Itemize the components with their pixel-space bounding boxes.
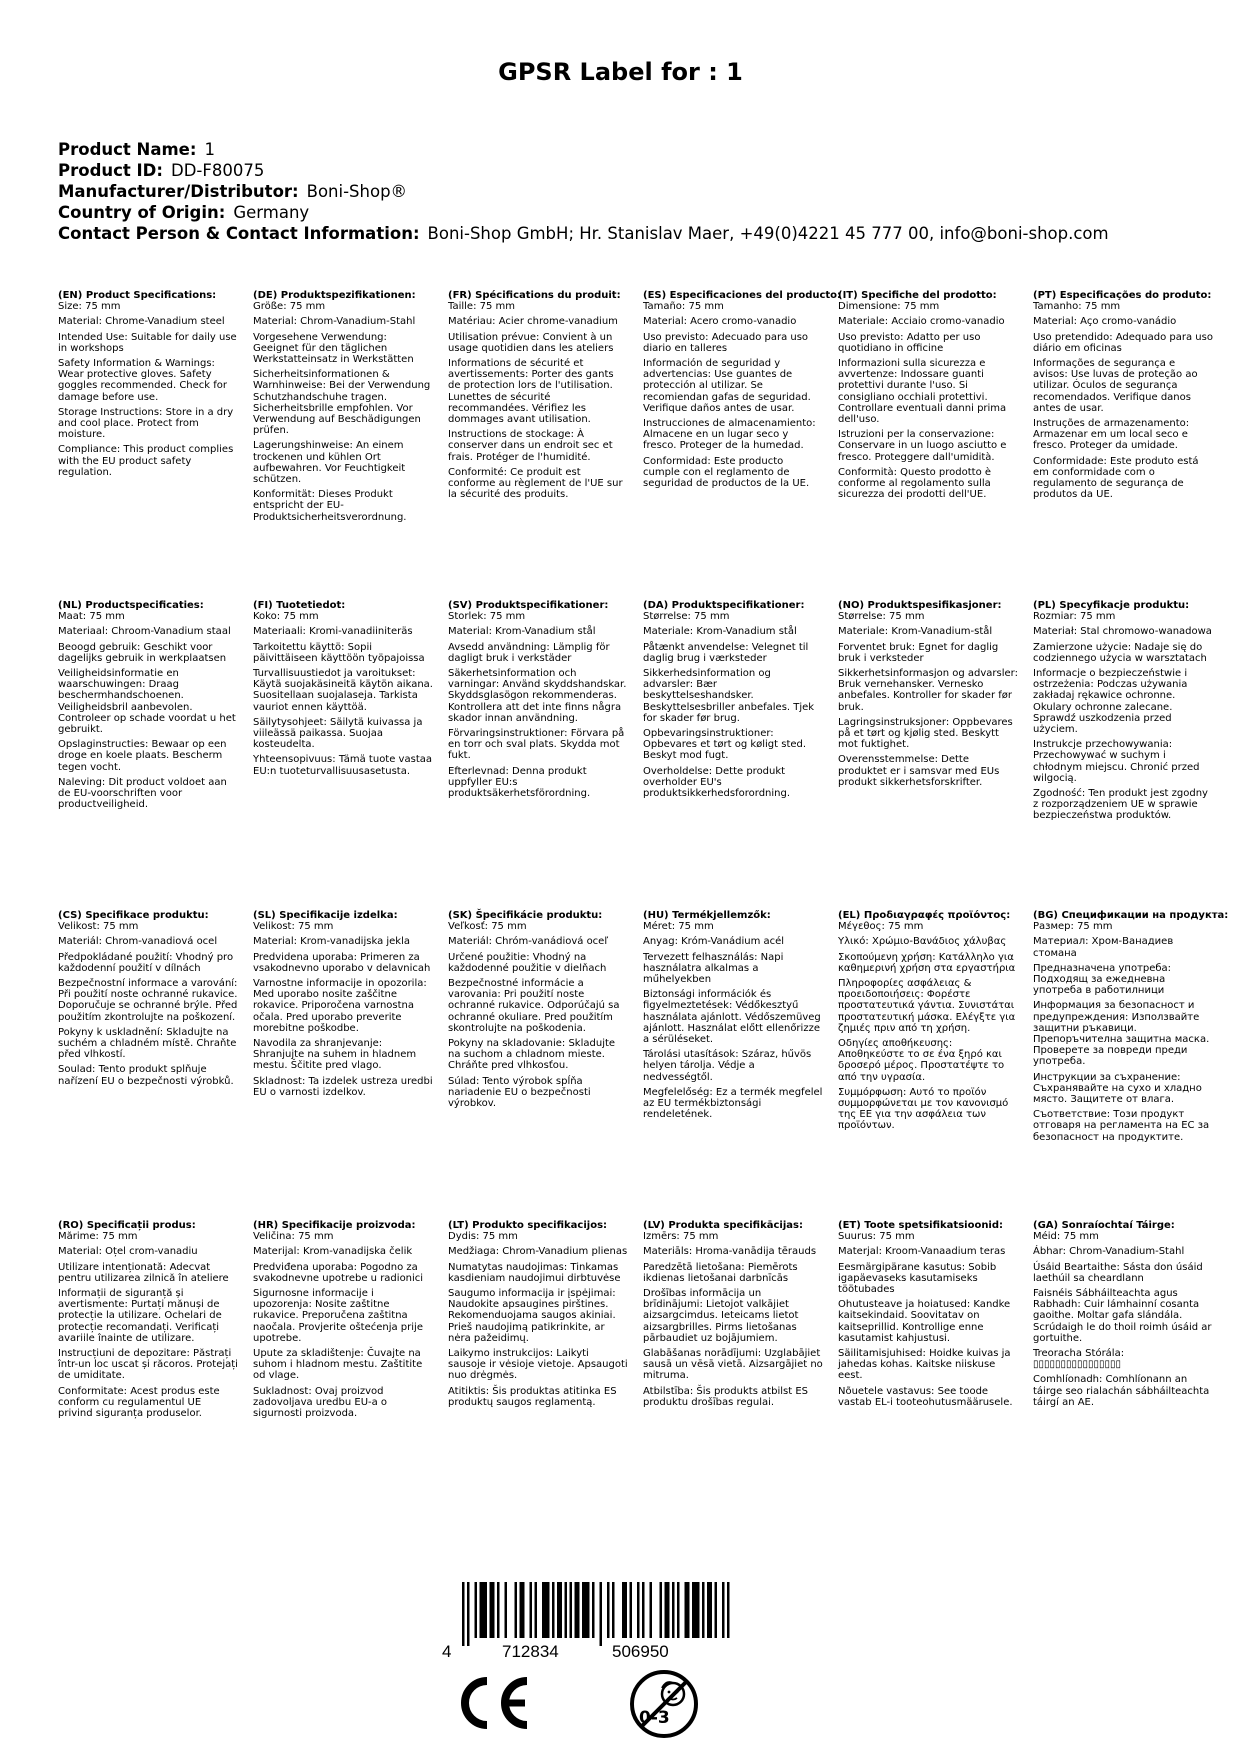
spec-field: Materiał: Stal chromowo-wanadowa xyxy=(1033,626,1212,638)
spec-field: Veiligheidsinformatie en waarschuwingen: Draag beschermhandschoenen. Veiligheidsbril aanbevolen. Controleer op schade voordat u het gebruikt. xyxy=(58,668,236,736)
barcode-bar xyxy=(505,1582,508,1638)
spec-field: Mărime: 75 mm xyxy=(58,1231,138,1243)
barcode xyxy=(440,1582,730,1662)
spec-field: Informations de sécurité et avertissements: Porter des gants de protection lors de l'utilisation. Lunettes de sécurité recommandées. Vérifiez les dommages avant utilisation. xyxy=(448,358,614,426)
product-name-value: 1 xyxy=(204,140,215,159)
spec-field: Materiale: Krom-Vanadium-stål xyxy=(838,626,993,638)
spec-heading: (BG) Спецификации на продукта: xyxy=(1033,910,1229,921)
barcode-bar xyxy=(520,1582,525,1638)
spec-field: Safety Information & Warnings: Wear protective gloves. Safety goggles recommended. Check for damage before use. xyxy=(58,358,228,403)
spec-field: Conformidad: Este producto cumple con el reglamento de seguridad de productos de la UE. xyxy=(643,455,810,490)
spec-field: Lagringsinstruksjoner: Oppbevares på et tørt og kjølig sted. Beskytt mot fuktighet. xyxy=(838,716,1013,751)
country-value: Germany xyxy=(233,203,310,222)
product-id-row xyxy=(58,160,1109,181)
spec-field: Conformità: Questo prodotto è conforme al regolamento sulla sicurezza dei prodotti dell'UE. xyxy=(838,466,992,501)
spec-field: Biztonsági információk és figyelmeztetések: Védőkesztyű használata ajánlott. Védőszemüveg ajánlott. Használat előtt ellenőrizze a sérüléseket. xyxy=(643,989,821,1046)
spec-field: Uso previsto: Adatto per uso quotidiano in officine xyxy=(838,331,981,354)
spec-field: Σκοπούμενη χρήση: Κατάλληλο για καθημερινή χρήση στα εργαστήρια xyxy=(838,951,1016,974)
spec-field: Glabāšanas norādījumi: Uzglabājiet sausā un vēsā vietā. Aizsargājiet no mitruma. xyxy=(643,1348,823,1382)
spec-field: Opbevaringsinstruktioner: Opbevares et tørt og køligt sted. Beskyt mod fugt. xyxy=(643,728,807,762)
spec-field: Størrelse: 75 mm xyxy=(643,611,730,623)
spec-heading: (FR) Spécifications du produit: xyxy=(448,290,621,301)
barcode-bar xyxy=(535,1582,538,1638)
spec-field: Säilitamisjuhised: Hoidke kuivas ja jahedas kohas. Kaitske niiskuse eest. xyxy=(838,1348,1011,1382)
spec-block-ro xyxy=(58,1220,238,1423)
spec-field: Predvidena uporaba: Primeren za vsakodnevno uporabo v delavnicah xyxy=(253,951,431,974)
barcode-bar xyxy=(575,1582,580,1638)
spec-field: Materjal: Kroom-Vanaadium teras xyxy=(838,1246,1006,1258)
spec-field: Påtænkt anvendelse: Velegnet til daglig brug i værksteder xyxy=(643,641,809,664)
spec-block-bg xyxy=(1033,910,1229,1147)
spec-field: Sikkerhetsinformasjon og advarsler: Bruk vernehansker. Vernesko anbefales. Kontroller for skader før bruk. xyxy=(838,668,1018,713)
spec-heading: (LV) Produkta specifikācijas: xyxy=(643,1220,803,1231)
spec-field: Uso previsto: Adecuado para uso diario en talleres xyxy=(643,331,809,354)
spec-field: Tamanho: 75 mm xyxy=(1033,301,1121,313)
barcode-bar xyxy=(672,1582,675,1638)
spec-field: Instrucțiuni de depozitare: Păstrați într-un loc uscat și răcoros. Protejați de umiditate. xyxy=(58,1348,238,1382)
spec-heading: (ES) Especificaciones del producto: xyxy=(643,290,842,301)
spec-block-de xyxy=(253,290,433,527)
spec-field: Konformität: Dieses Produkt entspricht der EU-Produktsicherheitsverordnung. xyxy=(253,489,407,523)
spec-heading: (FI) Tuotetiedot: xyxy=(253,600,346,611)
spec-heading: (PT) Especificações do produto: xyxy=(1033,290,1212,301)
barcode-bar xyxy=(612,1582,615,1638)
spec-field: Veličina: 75 mm xyxy=(253,1231,334,1243)
spec-heading: (DA) Produktspecifikationer: xyxy=(643,600,805,611)
barcode-bar xyxy=(480,1582,488,1638)
product-id-label: Product ID: xyxy=(58,161,163,180)
age-range-label: 0-3 xyxy=(639,1708,670,1728)
barcode-bar xyxy=(685,1582,690,1638)
spec-field: Πληροφορίες ασφάλειας & προειδοποιήσεις: Φορέστε προστατευτικά γάντια. Συνιστάται προστατευτική μάσκα. Ελέγξτε για ζημιές πριν από τη χρήση. xyxy=(838,978,1016,1034)
spec-field: Utilisation prévue: Convient à un usage quotidien dans les ateliers xyxy=(448,331,614,354)
spec-field: Avsedd användning: Lämplig för dagligt bruk i verkstäder xyxy=(448,641,610,664)
spec-field: Material: Aço cromo-vanádio xyxy=(1033,316,1177,328)
spec-field: Sikkerhedsinformation og advarsler: Bær beskyttelseshandsker. Beskyttelsesbriller anbefales. Tjek for skader før brug. xyxy=(643,668,815,724)
spec-field: Opslaginstructies: Bewaar op een droge en koele plaats. Bescherm tegen vocht. xyxy=(58,739,227,773)
barcode-bar xyxy=(530,1582,533,1638)
spec-field: Nõuetele vastavus: See toode vastab EL-i tooteohutusmäärusele. xyxy=(838,1385,1013,1408)
spec-heading: (LT) Produkto specifikacijos: xyxy=(448,1220,608,1231)
barcode-bar xyxy=(665,1582,670,1638)
spec-field: Určené použitie: Vhodný na každodenné použitie v dielňach xyxy=(448,951,607,974)
spec-field: Úsáid Beartaithe: Sásta don úsáid laethúil sa cheardlann xyxy=(1033,1261,1203,1284)
spec-heading: (CS) Specifikace produktu: xyxy=(58,910,209,921)
spec-field: Comhlíonadh: Comhlíonann an táirge seo rialachán sábháilteachta táirgí an AE. xyxy=(1033,1374,1210,1408)
spec-field: Zamierzone użycie: Nadaje się do codziennego użycia w warsztatach xyxy=(1033,641,1207,664)
spec-block-it xyxy=(838,290,1018,504)
barcode-bar xyxy=(650,1582,653,1638)
spec-field: Instructions de stockage: À conserver dans un endroit sec et frais. Protéger de l'humidité. xyxy=(448,429,613,463)
spec-field: Velikost: 75 mm xyxy=(58,921,139,933)
spec-block-sk xyxy=(448,910,628,1113)
spec-field: Navodila za shranjevanje: Shranjujte na suhem in hladnem mestu. Ščitite pred vlago. xyxy=(253,1038,417,1072)
barcode-digits-right: 506950 xyxy=(612,1642,669,1661)
spec-field: Numatytas naudojimas: Tinkamas kasdieniam naudojimui dirbtuvėse xyxy=(448,1261,621,1284)
barcode-bar xyxy=(475,1582,478,1638)
spec-field: Sigurnosne informacije i upozorenja: Nosite zaštitne rukavice. Preporučena zaštitna naočala. Provjerite oštećenja prije upotrebe. xyxy=(253,1288,423,1344)
spec-field: Taille: 75 mm xyxy=(448,301,516,313)
spec-field: Veľkosť: 75 mm xyxy=(448,921,527,933)
spec-field: Material: Chrom-Vanadium-Stahl xyxy=(253,316,416,328)
barcode-bars xyxy=(462,1582,730,1646)
spec-field: Rozmiar: 75 mm xyxy=(1033,611,1116,623)
spec-block-nl xyxy=(58,600,238,814)
product-id-value: DD-F80075 xyxy=(170,161,265,180)
manufacturer-value: Boni-Shop® xyxy=(306,182,408,201)
spec-field: Súlad: Tento výrobok spĺňa nariadenie EU o bezpečnosti výrobkov. xyxy=(448,1075,591,1110)
spec-field: Istruzioni per la conservazione: Conservare in un luogo asciutto e fresco. Proteggere dall'umidità. xyxy=(838,429,1007,463)
spec-heading: (NL) Productspecificaties: xyxy=(58,600,204,611)
spec-field: Maat: 75 mm xyxy=(58,611,125,623)
spec-field: Tamaño: 75 mm xyxy=(643,301,724,313)
barcode-bar xyxy=(570,1582,573,1638)
spec-field: Sukladnost: Ovaj proizvod zadovoljava uredbu EU-a o sigurnosti proizvoda. xyxy=(253,1385,388,1420)
spec-heading: (SL) Specifikacije izdelka: xyxy=(253,910,398,921)
spec-block-sl xyxy=(253,910,433,1102)
spec-field: Materiaal: Chroom-Vanadium staal xyxy=(58,626,231,638)
spec-block-cs xyxy=(58,910,238,1091)
spec-field: Koko: 75 mm xyxy=(253,611,319,623)
spec-field: Materiale: Krom-Vanadium stål xyxy=(643,626,797,638)
spec-field: Utilizare intenționată: Adecvat pentru utilizarea zilnică în ateliere xyxy=(58,1261,229,1284)
spec-block-es xyxy=(643,290,842,493)
spec-block-da xyxy=(643,600,823,803)
spec-block-sv xyxy=(448,600,628,803)
spec-field: Eesmärgipärane kasutus: Sobib igapäevaseks kasutamiseks töötubades xyxy=(838,1261,997,1296)
spec-field: Méret: 75 mm xyxy=(643,921,714,933)
contact-value: Boni-Shop GmbH; Hr. Stanislav Maer, +49(0)4221 45 777 00, info@boni-shop.com xyxy=(427,224,1109,243)
product-name-row xyxy=(58,139,1109,160)
barcode-bar xyxy=(467,1582,470,1646)
spec-field: Materiaali: Kromi-vanadiiniteräs xyxy=(253,626,413,638)
spec-field: Faisnéis Sábháilteachta agus Rabhadh: Cuir lámhainní cosanta gaoithe. Moltar gafa slándála. Scrúdaigh le do thoil roimh úsáid ar gortuithe. xyxy=(1033,1288,1212,1344)
barcode-bar xyxy=(637,1582,640,1638)
spec-heading: (DE) Produktspezifikationen: xyxy=(253,290,416,301)
spec-field: Medžiaga: Chrom-Vanadium plienas xyxy=(448,1246,628,1258)
spec-block-pl xyxy=(1033,600,1213,826)
spec-field: Suurus: 75 mm xyxy=(838,1231,915,1243)
spec-field: Инструкции за съхранение: Съхранявайте на сухо и хладно място. Защитете от влага. xyxy=(1033,1071,1202,1106)
spec-field: Uso pretendido: Adequado para uso diário em oficinas xyxy=(1033,331,1213,354)
spec-field: Anyag: Króm-Vanádium acél xyxy=(643,936,785,948)
spec-field: Material: Krom-vanadijska jekla xyxy=(253,936,410,948)
spec-field: Soulad: Tento produkt splňuje nařízení EU o bezpečnosti výrobků. xyxy=(58,1064,234,1087)
spec-field: Størrelse: 75 mm xyxy=(838,611,925,623)
spec-block-lt xyxy=(448,1220,628,1412)
spec-field: Turvallisuustiedot ja varoitukset: Käytä suojakäsineitä käytön aikana. Suositellaan suojalaseja. Tarkista vauriot ennen käyttöä. xyxy=(253,668,433,713)
spec-field: Υλικό: Χρώμιο-Βανάδιος χάλυβας xyxy=(838,936,1007,948)
spec-field: Storage Instructions: Store in a dry and cool place. Protect from moisture. xyxy=(58,406,234,441)
spec-field: Съответствие: Този продукт отговаря на регламента на ЕС за безопасност на продуктите. xyxy=(1033,1109,1210,1143)
spec-field: Naleving: Dit product voldoet aan de EU-voorschriften voor productveiligheid. xyxy=(58,776,227,811)
spec-field: Size: 75 mm xyxy=(58,301,121,313)
spec-field: Säilytysohjeet: Säilytä kuivassa ja viileässä paikassa. Suojaa kosteudelta. xyxy=(253,716,423,751)
barcode-bar xyxy=(630,1582,633,1638)
barcode-bar xyxy=(622,1582,627,1638)
spec-field: Matériau: Acier chrome-vanadium xyxy=(448,316,618,328)
barcode-bar xyxy=(552,1582,555,1638)
spec-field: Material: Oțel crom-vanadiu xyxy=(58,1246,198,1258)
spec-field: Instrucciones de almacenamiento: Almacene en un lugar seco y fresco. Proteger de la humedad. xyxy=(643,418,816,452)
barcode-bar xyxy=(715,1582,718,1638)
barcode-bar xyxy=(727,1582,730,1638)
spec-block-ga xyxy=(1033,1220,1213,1412)
barcode-bar xyxy=(722,1582,725,1638)
spec-field: Upute za skladištenje: Čuvajte na suhom i hladnom mestu. Zaštitite od vlage. xyxy=(253,1348,423,1382)
spec-block-lv xyxy=(643,1220,823,1412)
spec-field: Storlek: 75 mm xyxy=(448,611,526,623)
spec-field: Predviđena uporaba: Pogodno za svakodnevne upotrebe u radionici xyxy=(253,1261,424,1284)
spec-field: Instrukcje przechowywania: Przechowywać w suchym i chłodnym miejscu. Chronić przed wilgocią. xyxy=(1033,739,1200,784)
barcode-bar xyxy=(692,1582,700,1638)
spec-field: Intended Use: Suitable for daily use in workshops xyxy=(58,331,237,354)
spec-field: Tervezett felhasználás: Napi használatra alkalmas a műhelyekben xyxy=(643,951,784,986)
page-title: GPSR Label for : 1 xyxy=(498,58,743,86)
spec-field: Beoogd gebruik: Geschikt voor dagelijks gebruik in werkplaatsen xyxy=(58,641,227,664)
barcode-bar xyxy=(557,1582,562,1638)
spec-field: Pokyny k uskladnění: Skladujte na suchém a chladném místě. Chraňte před vlhkostí. xyxy=(58,1026,237,1061)
spec-field: Předpokládané použití: Vhodný pro každodenní použití v dílnách xyxy=(58,951,234,974)
spec-field: Informații de siguranță și avertismente: Purtați mănuși de protecție la utilizare. Ochelari de protecție recomandați. Verificați avariile înainte de utilizare. xyxy=(58,1288,222,1344)
spec-field: Информация за безопасност и предупреждения: Използвайте защитни ръкавици. Препоръчителна защитна маска. Проверете за повреди преди употреба. xyxy=(1033,1000,1210,1068)
spec-field: Informazioni sulla sicurezza e avvertenze: Indossare guanti protettivi durante l'uso. Si consigliano occhiali protettivi. Controllare eventuali danni prima dell'uso. xyxy=(838,358,1007,426)
spec-field: Materiale: Acciaio cromo-vanadio xyxy=(838,316,1005,328)
spec-field: Μέγεθος: 75 mm xyxy=(838,921,924,933)
spec-heading: (GA) Sonraíochtaí Táirge: xyxy=(1033,1220,1175,1231)
contact-row xyxy=(58,223,1109,244)
barcode-digits-left: 712834 xyxy=(502,1642,559,1661)
spec-field: Overensstemmelse: Dette produktet er i samsvar med EUs produkt sikkerhetsforskrifter. xyxy=(838,754,1000,788)
spec-block-fi xyxy=(253,600,433,781)
product-name-label: Product Name: xyxy=(58,140,197,159)
spec-field: Größe: 75 mm xyxy=(253,301,326,313)
spec-heading: (HR) Specifikacije proizvoda: xyxy=(253,1220,416,1231)
spec-field: Ohutusteave ja hoiatused: Kandke kaitsekindaid. Soovitatav on kaitseprillid. Kontrollige enne kasutamist kahjustusi. xyxy=(838,1299,1011,1344)
spec-heading: (HU) Termékjellemzők: xyxy=(643,910,771,921)
spec-block-fr xyxy=(448,290,628,504)
spec-block-pt xyxy=(1033,290,1213,504)
spec-field: Tárolási utasítások: Száraz, hűvös helyen tárolja. Védje a nedvességtől. xyxy=(643,1049,812,1083)
spec-heading: (SK) Špecifikácie produktu: xyxy=(448,910,603,921)
spec-block-hr xyxy=(253,1220,433,1423)
barcode-bar xyxy=(497,1582,500,1638)
spec-block-et xyxy=(838,1220,1018,1412)
manufacturer-label: Manufacturer/Distributor: xyxy=(58,182,299,201)
spec-heading: (ET) Toote spetsifikatsioonid: xyxy=(838,1220,1004,1231)
spec-field: Méid: 75 mm xyxy=(1033,1231,1099,1243)
barcode-bar xyxy=(702,1582,705,1638)
spec-field: Materiāls: Hroma-vanādija tērauds xyxy=(643,1246,817,1258)
contact-label: Contact Person & Contact Information: xyxy=(58,224,420,243)
spec-field: Bezpečnostní informace a varování: Při použití noste ochranné rukavice. Doporučuje se ochranné brýle. Před použitím zkontrolujte na poškození. xyxy=(58,978,238,1023)
barcode-bar xyxy=(642,1582,645,1638)
spec-field: Lagerungshinweise: An einem trockenen und kühlen Ort aufbewahren. Vor Feuchtigkeit schützen. xyxy=(253,440,406,486)
spec-field: Informacje o bezpieczeństwie i ostrzeżenia: Podczas używania zakładaj rękawice ochronne. Okulary ochronne zalecane. Sprawdź uszkodzenia przed użyciem. xyxy=(1033,668,1188,736)
barcode-bar xyxy=(707,1582,712,1638)
barcode-bar xyxy=(490,1582,495,1638)
spec-heading: (IT) Specifiche del prodotto: xyxy=(838,290,997,301)
spec-field: Material: Chrome-Vanadium steel xyxy=(58,316,225,328)
spec-field: Yhteensopivuus: Tämä tuote vastaa EU:n tuoteturvallisuusasetusta. xyxy=(253,754,432,777)
spec-field: Saugumo informacija ir įspėjimai: Naudokite apsaugines pirštines. Rekomenduojama saugos akiniai. Prieš naudojimą patikrinkite, ar nėra pažeidimų. xyxy=(448,1288,616,1344)
spec-field: Materijal: Krom-vanadijska čelik xyxy=(253,1246,413,1258)
ce-mark-icon xyxy=(453,1675,533,1731)
spec-block-en xyxy=(58,290,238,482)
spec-field: Información de seguridad y advertencias: Use guantes de protección al utilizar. Se recomiendan gafas de seguridad. Verifique daños antes de usar. xyxy=(643,358,811,414)
spec-field: Material: Acero cromo-vanadio xyxy=(643,316,797,328)
spec-field: Dydis: 75 mm xyxy=(448,1231,518,1243)
barcode-bar xyxy=(582,1582,590,1638)
spec-field: Atitiktis: Šis produktas atitinka ES produktų saugos reglamentą. xyxy=(448,1385,617,1408)
not-for-children-0-3-icon xyxy=(628,1668,700,1740)
spec-field: Megfelelőség: Ez a termék megfelel az EU termékbiztonsági rendeletének. xyxy=(643,1086,823,1121)
spec-field: Compliance: This product complies with the EU product safety regulation. xyxy=(58,444,234,478)
barcode-bar xyxy=(607,1582,610,1638)
spec-field: Material: Krom-Vanadium stål xyxy=(448,626,596,638)
spec-field: Materiál: Chróm-vanádiová oceľ xyxy=(448,936,609,948)
barcode-bar xyxy=(677,1582,680,1638)
spec-heading: (EL) Προδιαγραφές προϊόντος: xyxy=(838,910,1011,921)
spec-field: Skladnost: Ta izdelek ustreza uredbi EU o varnosti izdelkov. xyxy=(253,1075,433,1098)
spec-field: Varnostne informacije in opozorila: Med uporabo nosite zaščitne rokavice. Priporočena varnostna očala. Pred uporabo preverite morebitne poškodbe. xyxy=(253,978,427,1034)
spec-field: Предназначена употреба: Подходящ за ежедневна употреба в работилници xyxy=(1033,962,1172,997)
spec-field: Treoracha Stórála: ▯▯▯▯▯▯▯▯▯▯▯▯▯▯▯▯ xyxy=(1033,1348,1125,1371)
barcode-bar xyxy=(600,1582,603,1646)
spec-field: Velikost: 75 mm xyxy=(253,921,334,933)
country-row xyxy=(58,202,1109,223)
spec-field: Οδηγίες αποθήκευσης: Αποθηκεύστε το σε ένα ξηρό και δροσερό μέρος. Προστατέψτε το από την υγρασία. xyxy=(838,1038,1005,1083)
barcode-bar xyxy=(565,1582,568,1638)
spec-heading: (EN) Product Specifications: xyxy=(58,290,217,301)
spec-field: Atbilstība: Šis produkts atbilst ES produktu drošības regulai. xyxy=(643,1385,809,1408)
barcode-bar xyxy=(515,1582,518,1638)
spec-field: Conformidade: Este produto está em conformidade com o regulamento de segurança de produtos da UE. xyxy=(1033,455,1199,501)
spec-field: Izmērs: 75 mm xyxy=(643,1231,719,1243)
spec-heading: (NO) Produktspesifikasjoner: xyxy=(838,600,1002,611)
spec-field: Материал: Хром-Ванадиев стомана xyxy=(1033,936,1174,959)
spec-field: Pokyny na skladovanie: Skladujte na suchom a chladnom mieste. Chráňte pred vlhkosťou. xyxy=(448,1038,616,1072)
barcode-digit-first: 4 xyxy=(442,1642,452,1661)
spec-field: Drošības informācija un brīdinājumi: Lietojot valkājiet aizsargcimdus. Ieteicams lietot aizsargbrilles. Pirms lietošanas pārbaudiet uz bojājumiem. xyxy=(643,1288,799,1344)
spec-field: Säkerhetsinformation och varningar: Använd skyddshandskar. Skyddsglasögon rekommenderas. Kontrollera att det inte finns några skador innan användning. xyxy=(448,668,627,724)
spec-field: Sicherheitsinformationen & Warnhinweise: Bei der Verwendung Schutzhandschuhe tragen. Sicherheitsbrille empfohlen. Vor Verwendung auf Beschädigungen prüfen. xyxy=(253,369,431,437)
spec-field: Conformité: Ce produit est conforme au règlement de l'UE sur la sécurité des produits. xyxy=(448,466,623,501)
spec-field: Tarkoitettu käyttö: Sopii päivittäiseen käyttöön työpajoissa xyxy=(253,641,425,664)
barcode-bar xyxy=(592,1582,595,1638)
spec-field: Vorgesehene Verwendung: Geeignet für den täglichen Werkstatteinsatz in Werkstätten xyxy=(253,331,414,366)
spec-field: Instruções de armazenamento: Armazenar em um local seco e fresco. Proteger da umidade. xyxy=(1033,418,1190,452)
spec-field: Bezpečnostné informácie a varovania: Pri použití noste ochranné rukavice. Odporúčajú sa ochranné okuliare. Pred použitím skontrolujte na poškodenia. xyxy=(448,978,620,1034)
spec-field: Zgodność: Ten produkt jest zgodny z rozporządzeniem UE w sprawie bezpieczeństwa produktów. xyxy=(1033,788,1208,822)
barcode-bar xyxy=(660,1582,663,1638)
spec-block-el xyxy=(838,910,1018,1136)
barcode-bar xyxy=(462,1582,465,1646)
spec-heading: (SV) Produktspecifikationer: xyxy=(448,600,609,611)
spec-heading: (PL) Specyfikacje produktu: xyxy=(1033,600,1190,611)
spec-field: Dimensione: 75 mm xyxy=(838,301,940,313)
spec-field: Συμμόρφωση: Αυτό το προϊόν συμμορφώνεται με τον κανονισμό της ΕΕ για την ασφάλεια των προϊόντων. xyxy=(838,1086,1009,1132)
country-label: Country of Origin: xyxy=(58,203,226,222)
spec-field: Conformitate: Acest produs este conform cu regulamentul UE privind siguranța produselor. xyxy=(58,1385,220,1420)
spec-field: Laikymo instrukcijos: Laikyti sausoje ir vėsioje vietoje. Apsaugoti nuo drėgmės. xyxy=(448,1348,628,1382)
spec-field: Efterlevnad: Denna produkt uppfyller EU:s produktsäkerhetsförordning. xyxy=(448,765,591,800)
product-info xyxy=(58,139,1109,244)
spec-field: Forventet bruk: Egnet for daglig bruk i verksteder xyxy=(838,641,999,664)
spec-field: Размер: 75 mm xyxy=(1033,921,1113,933)
spec-field: Overholdelse: Dette produkt overholder EU's produktsikkerhedsforordning. xyxy=(643,765,791,800)
spec-field: Förvaringsinstruktioner: Förvara på en torr och sval plats. Skydda mot fukt. xyxy=(448,728,625,762)
spec-field: Paredzētā lietošana: Piemērots ikdienas lietošanai darbnīcās xyxy=(643,1261,798,1284)
spec-field: Materiál: Chrom-vanadiová ocel xyxy=(58,936,218,948)
spec-field: Ábhar: Chrom-Vanadium-Stahl xyxy=(1033,1246,1185,1258)
spec-heading: (RO) Specificații produs: xyxy=(58,1220,196,1231)
manufacturer-row xyxy=(58,181,1109,202)
barcode-bar xyxy=(542,1582,550,1638)
spec-field: Informações de segurança e avisos: Use luvas de proteção ao utilizar. Óculos de segurança recomendados. Verifique danos antes de usar. xyxy=(1033,358,1198,414)
spec-block-hu xyxy=(643,910,823,1124)
spec-block-no xyxy=(838,600,1018,792)
